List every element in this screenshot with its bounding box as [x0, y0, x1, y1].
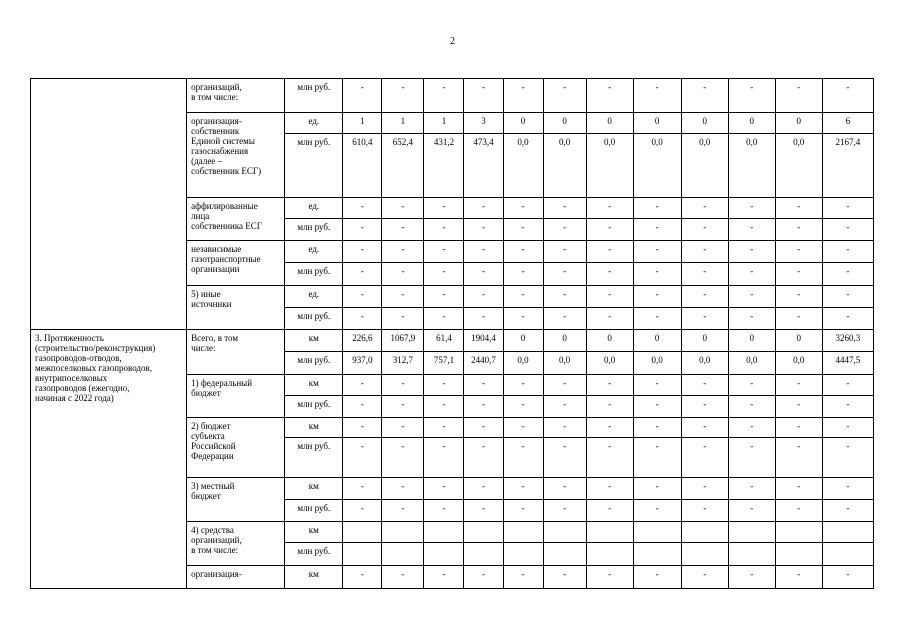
value-cell: 1: [343, 113, 382, 134]
value-cell: [633, 543, 681, 566]
value-cell: 4447,5: [822, 352, 873, 375]
value-cell: -: [586, 263, 633, 286]
value-cell: -: [424, 241, 464, 263]
value-cell: -: [586, 500, 633, 522]
value-cell: [728, 522, 775, 543]
value-cell: 0: [503, 113, 543, 134]
value-cell: -: [464, 79, 503, 113]
value-cell: [503, 543, 543, 566]
value-cell: -: [775, 478, 822, 500]
value-cell: -: [503, 500, 543, 522]
value-cell: 0,0: [728, 352, 775, 375]
value-cell: -: [822, 263, 873, 286]
unit-cell: млн руб.: [285, 79, 343, 113]
value-cell: 0: [633, 330, 681, 352]
value-cell: -: [503, 286, 543, 308]
value-cell: -: [343, 198, 382, 219]
value-cell: [464, 543, 503, 566]
value-cell: -: [728, 308, 775, 330]
value-cell: -: [382, 263, 424, 286]
value-cell: -: [503, 375, 543, 396]
value-cell: -: [424, 198, 464, 219]
value-cell: 0,0: [633, 352, 681, 375]
unit-cell: км: [285, 478, 343, 500]
value-cell: -: [464, 418, 503, 438]
value-cell: 226,6: [343, 330, 382, 352]
value-cell: -: [343, 241, 382, 263]
value-cell: -: [822, 308, 873, 330]
value-cell: -: [586, 478, 633, 500]
value-cell: -: [775, 566, 822, 589]
value-cell: -: [464, 198, 503, 219]
value-cell: -: [586, 396, 633, 418]
value-cell: -: [681, 241, 728, 263]
value-cell: 0: [681, 113, 728, 134]
value-cell: -: [343, 308, 382, 330]
value-cell: -: [503, 438, 543, 478]
value-cell: -: [382, 219, 424, 241]
value-cell: -: [633, 79, 681, 113]
unit-cell: ед.: [285, 198, 343, 219]
value-cell: -: [681, 219, 728, 241]
value-cell: 2167,4: [822, 134, 873, 198]
value-cell: -: [633, 396, 681, 418]
value-cell: -: [775, 198, 822, 219]
value-cell: -: [543, 198, 586, 219]
value-cell: 0,0: [728, 134, 775, 198]
unit-cell: км: [285, 418, 343, 438]
value-cell: -: [728, 263, 775, 286]
value-cell: -: [822, 566, 873, 589]
value-cell: [822, 522, 873, 543]
value-cell: [382, 522, 424, 543]
unit-cell: км: [285, 566, 343, 589]
value-cell: [586, 522, 633, 543]
value-cell: -: [728, 396, 775, 418]
value-cell: -: [633, 263, 681, 286]
source-label: 5) иные источники: [187, 286, 285, 330]
value-cell: -: [343, 500, 382, 522]
value-cell: -: [633, 438, 681, 478]
value-cell: -: [543, 308, 586, 330]
value-cell: 0: [728, 113, 775, 134]
value-cell: -: [503, 418, 543, 438]
value-cell: [822, 543, 873, 566]
value-cell: -: [586, 375, 633, 396]
value-cell: 0,0: [586, 352, 633, 375]
value-cell: [681, 522, 728, 543]
value-cell: -: [464, 396, 503, 418]
value-cell: 0,0: [633, 134, 681, 198]
unit-cell: млн руб.: [285, 352, 343, 375]
value-cell: -: [543, 418, 586, 438]
value-cell: -: [586, 219, 633, 241]
value-cell: -: [633, 500, 681, 522]
value-cell: 3: [464, 113, 503, 134]
source-label: 1) федеральный бюджет: [187, 375, 285, 418]
source-label: независимые газотранспортные организации: [187, 241, 285, 286]
value-cell: -: [681, 375, 728, 396]
value-cell: -: [586, 241, 633, 263]
value-cell: -: [775, 500, 822, 522]
value-cell: -: [681, 286, 728, 308]
value-cell: [464, 522, 503, 543]
value-cell: -: [633, 219, 681, 241]
source-label: организация- собственник Единой системы газоснабжения (далее – собственник ЕСГ): [187, 113, 285, 198]
value-cell: 0,0: [543, 352, 586, 375]
value-cell: -: [633, 566, 681, 589]
value-cell: -: [822, 286, 873, 308]
value-cell: -: [343, 566, 382, 589]
value-cell: 0: [775, 330, 822, 352]
value-cell: -: [464, 500, 503, 522]
table-row: [31, 330, 874, 352]
value-cell: -: [343, 375, 382, 396]
value-cell: -: [464, 241, 503, 263]
unit-cell: млн руб.: [285, 134, 343, 198]
value-cell: -: [464, 263, 503, 286]
value-cell: -: [343, 263, 382, 286]
value-cell: -: [633, 198, 681, 219]
value-cell: -: [775, 375, 822, 396]
value-cell: -: [464, 478, 503, 500]
unit-cell: ед.: [285, 241, 343, 263]
value-cell: -: [822, 375, 873, 396]
value-cell: -: [382, 566, 424, 589]
value-cell: -: [503, 478, 543, 500]
value-cell: -: [681, 566, 728, 589]
value-cell: -: [681, 478, 728, 500]
value-cell: -: [681, 500, 728, 522]
value-cell: -: [543, 286, 586, 308]
value-cell: 0: [681, 330, 728, 352]
value-cell: 312,7: [382, 352, 424, 375]
value-cell: 0: [775, 113, 822, 134]
value-cell: -: [424, 478, 464, 500]
value-cell: -: [382, 500, 424, 522]
unit-cell: км: [285, 375, 343, 396]
unit-cell: млн руб.: [285, 308, 343, 330]
value-cell: -: [424, 308, 464, 330]
value-cell: -: [343, 79, 382, 113]
value-cell: 0,0: [775, 352, 822, 375]
value-cell: -: [543, 396, 586, 418]
value-cell: -: [775, 241, 822, 263]
value-cell: -: [728, 375, 775, 396]
value-cell: -: [543, 375, 586, 396]
value-cell: -: [822, 478, 873, 500]
value-cell: -: [633, 375, 681, 396]
value-cell: -: [633, 286, 681, 308]
value-cell: -: [503, 219, 543, 241]
value-cell: 1: [424, 113, 464, 134]
value-cell: -: [681, 79, 728, 113]
value-cell: -: [382, 198, 424, 219]
value-cell: -: [586, 438, 633, 478]
value-cell: -: [586, 418, 633, 438]
value-cell: [543, 522, 586, 543]
value-cell: [543, 543, 586, 566]
value-cell: -: [775, 308, 822, 330]
value-cell: -: [728, 418, 775, 438]
value-cell: 1: [382, 113, 424, 134]
value-cell: -: [343, 219, 382, 241]
unit-cell: млн руб.: [285, 438, 343, 478]
value-cell: -: [775, 263, 822, 286]
value-cell: -: [424, 500, 464, 522]
value-cell: -: [822, 438, 873, 478]
value-cell: -: [728, 241, 775, 263]
value-cell: -: [822, 79, 873, 113]
value-cell: -: [728, 198, 775, 219]
value-cell: 610,4: [343, 134, 382, 198]
value-cell: -: [464, 308, 503, 330]
value-cell: -: [681, 396, 728, 418]
value-cell: -: [775, 219, 822, 241]
unit-cell: км: [285, 330, 343, 352]
value-cell: 0,0: [586, 134, 633, 198]
source-label: организация-: [187, 566, 285, 589]
value-cell: -: [382, 438, 424, 478]
value-cell: -: [586, 79, 633, 113]
value-cell: -: [728, 566, 775, 589]
value-cell: -: [728, 438, 775, 478]
value-cell: -: [681, 263, 728, 286]
value-cell: -: [822, 219, 873, 241]
value-cell: -: [424, 566, 464, 589]
financing-table: [30, 78, 874, 589]
value-cell: 0: [543, 330, 586, 352]
value-cell: -: [543, 241, 586, 263]
value-cell: 1904,4: [464, 330, 503, 352]
value-cell: -: [543, 500, 586, 522]
value-cell: -: [543, 566, 586, 589]
value-cell: [586, 543, 633, 566]
value-cell: -: [633, 418, 681, 438]
value-cell: 6: [822, 113, 873, 134]
value-cell: -: [464, 438, 503, 478]
value-cell: -: [503, 566, 543, 589]
value-cell: 61,4: [424, 330, 464, 352]
value-cell: 0,0: [775, 134, 822, 198]
value-cell: 3260,3: [822, 330, 873, 352]
value-cell: -: [633, 241, 681, 263]
value-cell: 0: [728, 330, 775, 352]
value-cell: -: [728, 219, 775, 241]
value-cell: -: [775, 79, 822, 113]
value-cell: -: [343, 418, 382, 438]
source-label: Всего, в том числе:: [187, 330, 285, 375]
unit-cell: млн руб.: [285, 219, 343, 241]
value-cell: -: [503, 198, 543, 219]
value-cell: -: [775, 418, 822, 438]
value-cell: [424, 522, 464, 543]
value-cell: -: [382, 375, 424, 396]
value-cell: 1067,9: [382, 330, 424, 352]
value-cell: -: [382, 418, 424, 438]
section-label: 3. Протяженность (строительство/реконструкция) газопроводов-отводов, межпоселковых газопроводов, внутрипоселковых газопроводов (ежегодно, начиная с 2022 года): [31, 330, 187, 589]
value-cell: -: [728, 79, 775, 113]
value-cell: -: [543, 79, 586, 113]
source-label: 3) местный бюджет: [187, 478, 285, 522]
value-cell: -: [775, 438, 822, 478]
value-cell: -: [503, 396, 543, 418]
value-cell: -: [543, 263, 586, 286]
value-cell: [343, 543, 382, 566]
value-cell: -: [464, 566, 503, 589]
value-cell: -: [822, 198, 873, 219]
value-cell: -: [382, 79, 424, 113]
value-cell: 0: [543, 113, 586, 134]
value-cell: 431,2: [424, 134, 464, 198]
value-cell: [503, 522, 543, 543]
value-cell: -: [382, 308, 424, 330]
value-cell: -: [424, 263, 464, 286]
value-cell: -: [464, 219, 503, 241]
unit-cell: млн руб.: [285, 396, 343, 418]
value-cell: -: [343, 396, 382, 418]
value-cell: [775, 543, 822, 566]
section-label: [31, 79, 187, 330]
value-cell: 757,1: [424, 352, 464, 375]
source-label: аффилированные лица собственника ЕСГ: [187, 198, 285, 241]
value-cell: 473,4: [464, 134, 503, 198]
value-cell: -: [343, 438, 382, 478]
value-cell: -: [382, 241, 424, 263]
value-cell: [424, 543, 464, 566]
value-cell: 2440,7: [464, 352, 503, 375]
value-cell: [728, 543, 775, 566]
value-cell: -: [681, 438, 728, 478]
value-cell: -: [424, 418, 464, 438]
value-cell: -: [633, 478, 681, 500]
table-row: [31, 79, 874, 113]
value-cell: -: [382, 396, 424, 418]
value-cell: -: [822, 500, 873, 522]
value-cell: -: [503, 263, 543, 286]
value-cell: -: [464, 286, 503, 308]
value-cell: -: [728, 478, 775, 500]
value-cell: -: [543, 438, 586, 478]
source-label: 2) бюджет субъекта Российской Федерации: [187, 418, 285, 478]
value-cell: 652,4: [382, 134, 424, 198]
value-cell: -: [586, 286, 633, 308]
value-cell: 0: [633, 113, 681, 134]
unit-cell: ед.: [285, 286, 343, 308]
unit-cell: ед.: [285, 113, 343, 134]
value-cell: 0,0: [503, 134, 543, 198]
value-cell: -: [586, 308, 633, 330]
value-cell: -: [775, 396, 822, 418]
value-cell: -: [424, 79, 464, 113]
value-cell: -: [382, 478, 424, 500]
value-cell: 0: [503, 330, 543, 352]
value-cell: 0: [586, 113, 633, 134]
value-cell: [775, 522, 822, 543]
source-label: организаций, в том числе:: [187, 79, 285, 113]
unit-cell: млн руб.: [285, 543, 343, 566]
unit-cell: км: [285, 522, 343, 543]
value-cell: [382, 543, 424, 566]
value-cell: -: [728, 286, 775, 308]
value-cell: 0,0: [503, 352, 543, 375]
value-cell: -: [543, 219, 586, 241]
value-cell: -: [822, 241, 873, 263]
page-number: 2: [450, 36, 455, 47]
value-cell: -: [503, 79, 543, 113]
value-cell: -: [503, 308, 543, 330]
value-cell: -: [343, 478, 382, 500]
value-cell: 937,0: [343, 352, 382, 375]
value-cell: -: [633, 308, 681, 330]
value-cell: -: [424, 286, 464, 308]
value-cell: -: [681, 198, 728, 219]
source-label: 4) средства организаций, в том числе:: [187, 522, 285, 566]
value-cell: 0: [586, 330, 633, 352]
value-cell: -: [681, 418, 728, 438]
value-cell: -: [424, 396, 464, 418]
value-cell: -: [775, 286, 822, 308]
value-cell: -: [424, 219, 464, 241]
unit-cell: млн руб.: [285, 500, 343, 522]
value-cell: [343, 522, 382, 543]
value-cell: -: [822, 418, 873, 438]
value-cell: -: [343, 286, 382, 308]
value-cell: [681, 543, 728, 566]
value-cell: -: [822, 396, 873, 418]
unit-cell: млн руб.: [285, 263, 343, 286]
value-cell: 0,0: [681, 352, 728, 375]
value-cell: -: [586, 198, 633, 219]
value-cell: 0,0: [681, 134, 728, 198]
value-cell: -: [424, 438, 464, 478]
value-cell: -: [681, 308, 728, 330]
value-cell: -: [382, 286, 424, 308]
value-cell: 0,0: [543, 134, 586, 198]
value-cell: [633, 522, 681, 543]
value-cell: -: [464, 375, 503, 396]
value-cell: -: [586, 566, 633, 589]
value-cell: -: [543, 478, 586, 500]
value-cell: -: [728, 500, 775, 522]
value-cell: -: [503, 241, 543, 263]
value-cell: -: [424, 375, 464, 396]
